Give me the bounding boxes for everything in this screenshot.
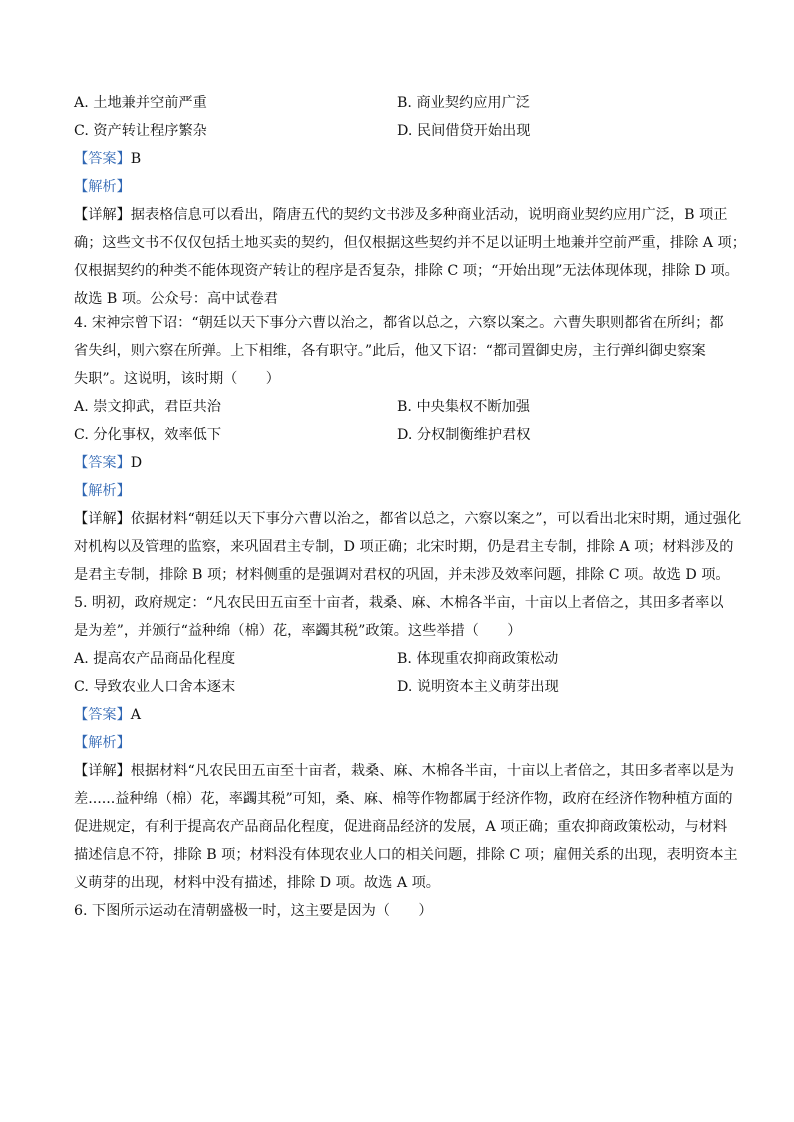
analysis-tag: 【解析】	[74, 483, 131, 499]
q3-answer: B	[130, 151, 142, 167]
answer-tag: 【答案】	[74, 707, 131, 723]
q5-detail-text-1: 根据材料“凡农民田五亩至十亩者，栽桑、麻、木棉各半亩，十亩以上者倍之，其田多者率以是为	[130, 763, 734, 779]
q5-option-a: A. 提高农产品商品化程度	[74, 651, 236, 667]
analysis-tag: 【解析】	[74, 179, 131, 195]
q4-option-a: A. 崇文抑武，君臣共治	[74, 399, 221, 415]
q4-detail-line-1	[74, 507, 742, 531]
q3-option-b: B. 商业契约应用广泛	[397, 95, 530, 111]
q3-detail-line-2: 确；这些文书不仅仅包括土地买卖的契约，但仅根据这些契约并不足以证明土地兼并空前严重，排除 A 项；	[74, 235, 746, 251]
detail-tag: 【详解】	[74, 511, 131, 527]
q3-answer-line	[74, 147, 724, 171]
q3-analysis-heading	[74, 175, 724, 199]
q5-option-c: C. 导致农业人口舍本逐末	[74, 679, 236, 695]
q4-detail-line-2: 对机构以及管理的监察，来巩固君主专制，D 项正确；北宋时期，仍是君主专制，排除 A 项；材料涉及的	[74, 539, 734, 555]
q4-option-d: D. 分权制衡维护君权	[397, 427, 531, 443]
q3-option-c: C. 资产转让程序繁杂	[74, 123, 207, 139]
q3-detail-line-3: 仅根据契约的种类不能体现资产转让的程序是否复杂，排除 C 项；“开始出现”无法体现体现，排除 D 项。	[74, 263, 739, 279]
q4-stem-line-1: 4. 宋神宗曾下诏：“朝廷以天下事分六曹以治之，都省以总之，六察以案之。六曹失职则都省在所纠；都	[74, 315, 724, 331]
q5-detail-line-3: 促进规定，有利于提高农产品商品化程度，促进商品经济的发展，A 项正确；重农抑商政策松动，与材料	[74, 819, 728, 835]
answer-tag: 【答案】	[74, 455, 131, 471]
q5-detail-line-5: 义萌芽的出现，材料中没有描述，排除 D 项。故选 A 项。	[74, 875, 440, 891]
q3-detail-line-4: 故选 B 项。公众号：高中试卷君	[74, 291, 278, 307]
q6-stem: 6. 下图所示运动在清朝盛极一时，这主要是因为（ ）	[74, 903, 433, 919]
q5-answer: A	[130, 707, 142, 723]
q3-detail-line-1	[74, 203, 728, 227]
q4-option-c: C. 分化事权，效率低下	[74, 427, 222, 443]
q5-analysis-heading	[74, 731, 724, 755]
q5-option-d: D. 说明资本主义萌芽出现	[397, 679, 559, 695]
q5-option-b: B. 体现重农抑商政策松动	[397, 651, 559, 667]
q4-stem-line-2: 省失纠，则六察在所弹。上下相维，各有职守。”此后，他又下诏：“都司置御史房，主行弹纠御史察案	[74, 343, 706, 359]
q5-answer-line	[74, 703, 724, 727]
q4-option-b: B. 中央集权不断加强	[397, 399, 530, 415]
q3-option-d: D. 民间借贷开始出现	[397, 123, 531, 139]
q3-option-a: A. 土地兼并空前严重	[74, 95, 207, 111]
detail-tag: 【详解】	[74, 207, 131, 223]
analysis-tag: 【解析】	[74, 735, 131, 751]
q4-detail-line-3: 是君主专制，排除 B 项；材料侧重的是强调对君权的巩固，并未涉及效率问题，排除 C 项。故选 D 项。	[74, 567, 730, 583]
q4-detail-text-1: 依据材料“朝廷以天下事分六曹以治之，都省以总之，六察以案之”，可以看出北宋时期，通过强化	[130, 511, 742, 527]
q4-answer: D	[130, 455, 143, 471]
q5-detail-line-4: 描述信息不符，排除 B 项；材料没有体现农业人口的相关问题，排除 C 项；雇佣关系的出现，表明资本主	[74, 847, 738, 863]
q5-stem-line-2: 是为差”，并颁行“益种绵（棉）花，率蠲其税”政策。这些举措（ ）	[74, 623, 522, 639]
q3-detail-text-1: 据表格信息可以看出，隋唐五代的契约文书涉及多种商业活动，说明商业契约应用广泛，B 项正	[130, 207, 728, 223]
q5-detail-line-1	[74, 759, 734, 783]
answer-tag: 【答案】	[74, 151, 131, 167]
q4-stem-line-3: 失职”。这说明，该时期（ ）	[74, 371, 280, 387]
q5-stem-line-1: 5. 明初，政府规定：“凡农民田五亩至十亩者，栽桑、麻、木棉各半亩，十亩以上者倍之，其田多者率以	[74, 595, 724, 611]
detail-tag: 【详解】	[74, 763, 131, 779]
q4-analysis-heading	[74, 479, 724, 503]
q4-answer-line	[74, 451, 724, 475]
q5-detail-line-2: 差......益种绵（棉）花，率蠲其税”可知，桑、麻、棉等作物都属于经济作物，政府在经济作物种植方面的	[74, 791, 733, 807]
